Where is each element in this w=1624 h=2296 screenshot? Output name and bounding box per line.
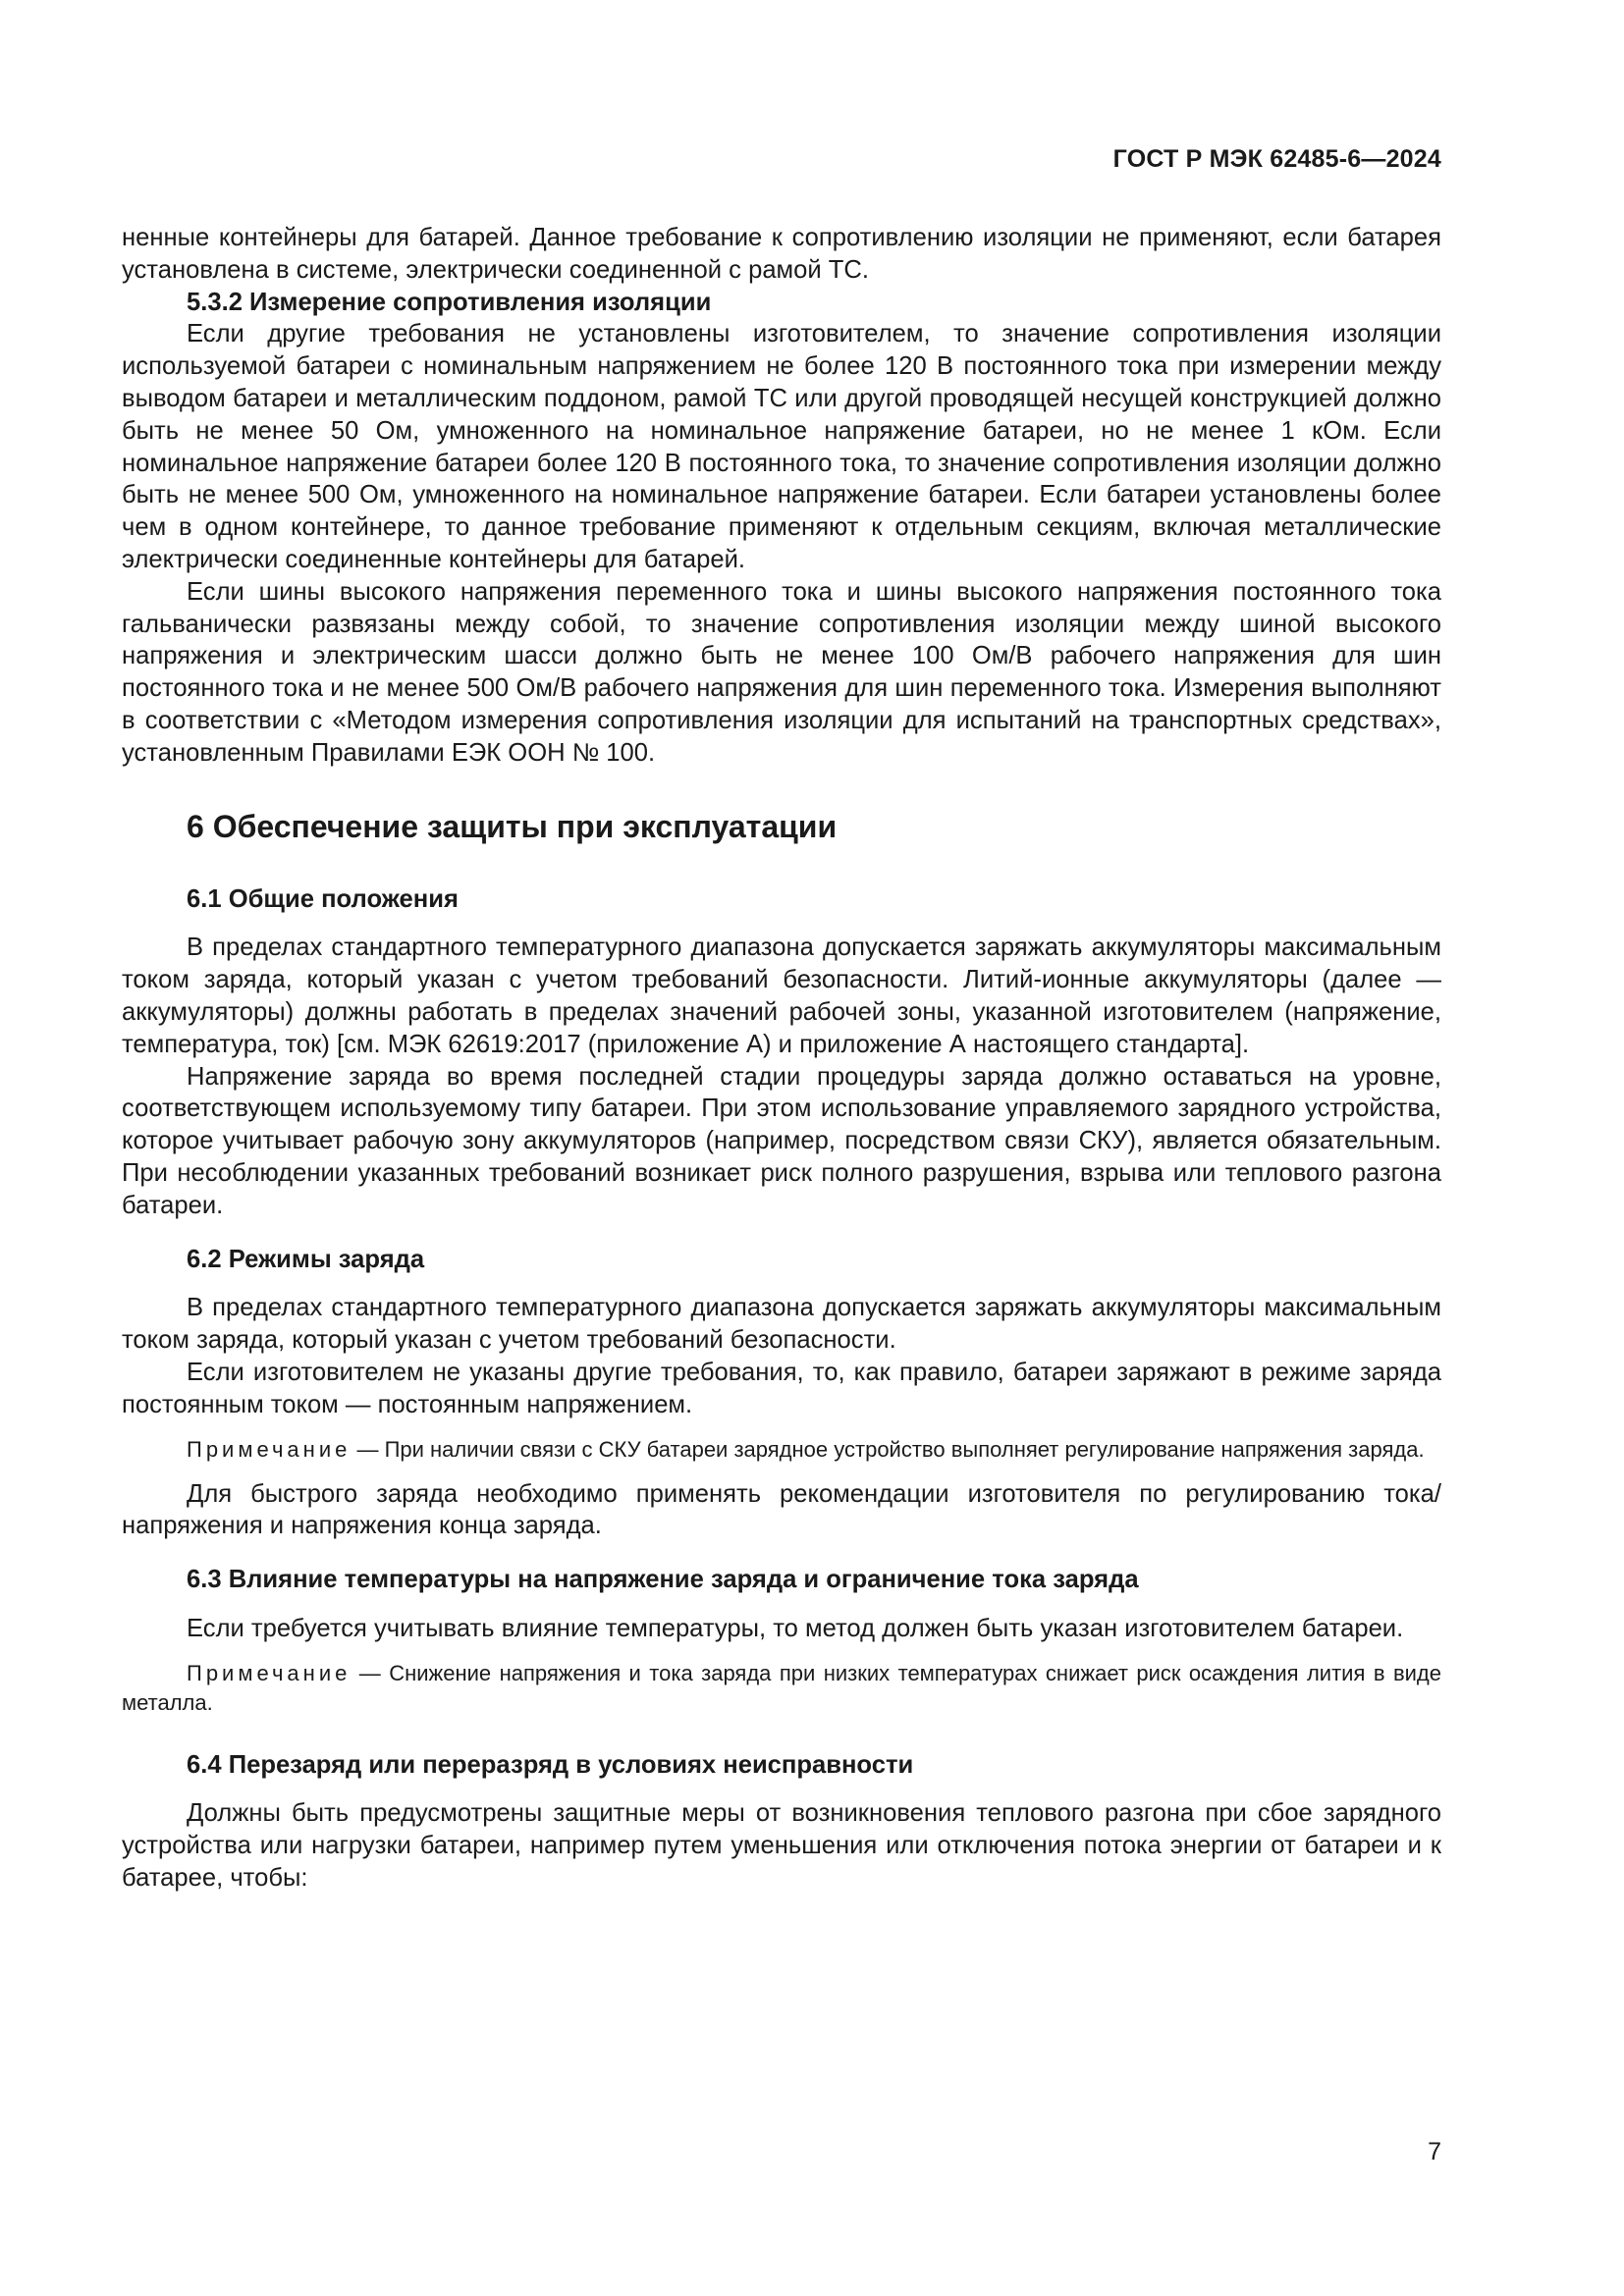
section-6-4-paragraph-1: Должны быть предусмотрены защитные меры от возникновения теплового разгона при сбое зарядного устройства или нагрузки батареи, например путем уменьшения или отключения потока энергии от батареи и к батарее, чтобы: xyxy=(122,1799,1441,1893)
section-6-2-paragraph-2: Если изготовителем не указаны другие требования, то, как правило, батареи заряжают в режиме заряда постоянным током — постоянным напряжением. xyxy=(122,1358,1441,1418)
section-6-title: 6 Обеспечение защиты при эксплуатации xyxy=(187,808,838,844)
section-5-3-2-paragraph-2: Если шины высокого напряжения переменного тока и шины высокого напряжения постоянного тока гальванически развязаны между собой, то значение сопротивления изоляции между шиной высокого напряжения и электрическим шасси должно быть не менее 100 Ом/В рабочего напряжения для шин постоянного тока и не менее 500 Ом/В рабочего напряжения для шин переменного тока. Измерения выполняют в соответствии с «Методом измерения сопротивления изоляции для испытаний на транспортных средствах», установленным Правилами ЕЭК ООН № 100. xyxy=(122,577,1441,767)
section-6-3-note-text: — Снижение напряжения и тока заряда при низких температурах снижает риск осаждения лития в виде металла. xyxy=(122,1660,1441,1715)
section-6-4-title: 6.4 Перезаряд или переразряд в условиях неисправности xyxy=(187,1750,914,1779)
note-label: Примечание xyxy=(187,1660,352,1685)
note-label: Примечание xyxy=(187,1436,352,1462)
section-6-1-paragraph-2: Напряжение заряда во время последней стадии процедуры заряда должно оставаться на уровне, соответствующем используемому типу батареи. При этом использование управляемого зарядного устройства, которое учитывает рабочую зону аккумуляторов (например, посредством связи СКУ), является обязательным. При несоблюдении указанных требований возникает риск полного разрушения, взрыва или теплового разгона батареи. xyxy=(122,1062,1441,1219)
page-body xyxy=(122,222,1441,1895)
section-5-3-2-title: 5.3.2 Измерение сопротивления изоляции xyxy=(187,288,712,316)
section-6-2-paragraph-1: В пределах стандартного температурного диапазона допускается заряжать аккумуляторы максимальным током заряда, который указан с учетом требований безопасности. xyxy=(122,1294,1441,1355)
page-number: 7 xyxy=(1428,2138,1441,2165)
section-6-2-title: 6.2 Режимы заряда xyxy=(187,1245,425,1273)
section-6-1-paragraph-1: В пределах стандартного температурного диапазона допускается заряжать аккумуляторы максимальным током заряда, который указан с учетом требований безопасности. Литий-ионные аккумуляторы (далее — аккумуляторы) должны работать в пределах значений рабочей зоны, указанной изготовителем (напряжение, температура, ток) [см. МЭК 62619:2017 (приложение А) и приложение А настоящего стандарта]. xyxy=(122,934,1441,1058)
section-6-3-note xyxy=(122,1659,1441,1718)
section-6-2-note xyxy=(122,1435,1441,1465)
section-6-2-paragraph-3: Для быстрого заряда необходимо применять рекомендации изготовителя по регулированию тока/напряжения и напряжения конца заряда. xyxy=(122,1479,1441,1540)
document-header-id: ГОСТ Р МЭК 62485-6—2024 xyxy=(1112,145,1441,173)
section-6-2-note-text: — При наличии связи с СКУ батареи зарядное устройство выполняет регулирование напряжения заряда. xyxy=(351,1436,1425,1462)
section-6-3-paragraph-1: Если требуется учитывать влияние температуры, то метод должен быть указан изготовителем батареи. xyxy=(187,1614,1404,1642)
paragraph-continuation: ненные контейнеры для батарей. Данное требование к сопротивлению изоляции не применяют, если батарея установлена в системе, электрически соединенной с рамой ТС. xyxy=(122,224,1441,284)
section-6-3-title: 6.3 Влияние температуры на напряжение заряда и ограничение тока заряда xyxy=(187,1566,1139,1594)
section-5-3-2-paragraph-1: Если другие требования не установлены изготовителем, то значение сопротивления изоляции используемой батареи с номинальным напряжением не более 120 В постоянного тока при измерении между выводом батареи и металлическим поддоном, рамой ТС или другой проводящей несущей конструкцией должно быть не менее 50 Ом, умноженного на номинальное напряжение батареи, но не менее 1 кОм. Если номинальное напряжение батареи более 120 В постоянного тока, то значение сопротивления изоляции должно быть не менее 500 Ом, умноженного на номинальное напряжение батареи. Если батареи установлены более чем в одном контейнере, то данное требование применяют к отдельным секциям, включая металлические электрически соединенные контейнеры для батарей. xyxy=(122,320,1441,573)
section-6-1-title: 6.1 Общие положения xyxy=(187,884,459,913)
